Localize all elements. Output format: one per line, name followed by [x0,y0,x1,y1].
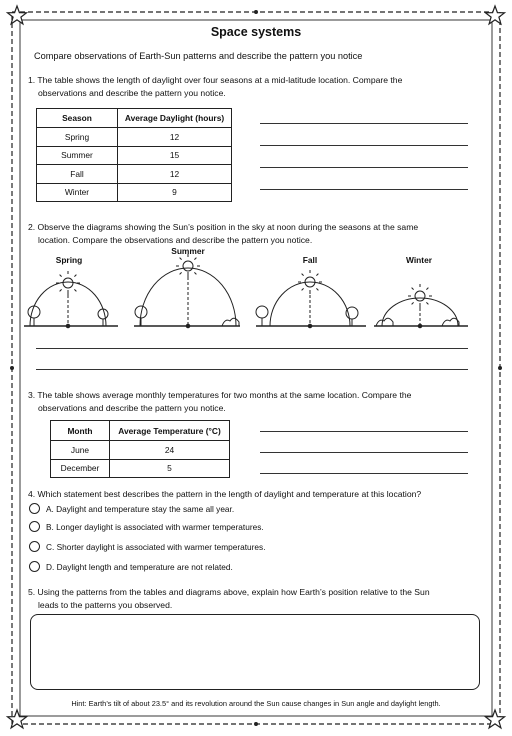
hint-text: Hint: Earth’s tilt of about 23.5° and its revolution around the Sun cause changes in Sun angle and daylight length. [71,699,441,708]
tree-icon [256,306,268,326]
option-label: A. Daylight and temperature stay the same all year. [46,503,235,514]
answer-line[interactable] [260,431,468,432]
answer-line[interactable] [36,348,468,349]
table-header: Average Daylight (hours) [118,109,232,128]
answer-line[interactable] [36,369,468,370]
table-header: Average Temperature (°C) [110,421,230,441]
table-row [51,459,230,478]
table-row [51,441,230,460]
table-cell: December [51,459,110,478]
radio-circle-icon[interactable] [29,521,40,532]
option-c[interactable] [29,541,266,552]
season-label-spring: Spring [55,255,83,265]
question-2-line-2: location. Compare the observations and describe the pattern you notice. [38,235,313,245]
page-subtitle: Compare observations of Earth-Sun patterns and describe the pattern you notice [34,51,363,61]
season-label-fall: Fall [302,255,318,265]
option-a[interactable] [29,503,234,514]
bush-icon [376,318,393,326]
fall-diagram [256,270,366,328]
page-title: Space systems [210,25,302,39]
season-label-winter: Winter [406,255,432,265]
table-cell: June [51,441,110,460]
radio-circle-icon[interactable] [29,561,40,572]
table-cell: Fall [37,165,118,184]
radio-circle-icon[interactable] [29,541,40,552]
bush-icon [442,318,459,326]
table-cell: 12 [118,128,232,147]
question-5-text [28,586,430,612]
option-label: C. Shorter daylight is associated with warmer temperatures. [46,541,266,552]
table-cell: 15 [118,146,232,165]
tree-icon [98,309,108,326]
temperature-table [50,420,230,478]
table-header: Season [37,109,118,128]
option-b[interactable] [29,521,264,532]
option-label: D. Daylight length and temperature are not related. [46,561,233,572]
answer-box[interactable] [30,614,480,690]
option-d[interactable] [29,561,233,572]
table-cell: Spring [37,128,118,147]
question-5-line-2: leads to the patterns you observed. [38,600,173,610]
question-3-text [28,389,411,415]
question-2-line-1: 2. Observe the diagrams showing the Sun’s position in the sky at noon during the seasons at the same [28,222,419,232]
table-cell: 9 [118,183,232,202]
spring-diagram [24,271,118,328]
question-4-text: 4. Which statement best describes the pattern in the length of daylight and temperature at this location? [28,489,422,499]
radio-circle-icon[interactable] [29,503,40,514]
question-1-line-1: 1. The table shows the length of daylight over four seasons at a mid-latitude location. Compare the [28,75,403,85]
table-cell: Summer [37,146,118,165]
table-cell: Winter [37,183,118,202]
answer-line[interactable] [260,473,468,474]
question-1-line-2: observations and describe the pattern you notice. [38,88,226,98]
answer-line[interactable] [260,452,468,453]
table-header: Month [51,421,110,441]
season-label-summer: Summer [171,246,205,256]
option-label: B. Longer daylight is associated with warmer temperatures. [46,521,264,532]
question-3-line-2: observations and describe the pattern you notice. [38,403,226,413]
question-5-line-1: 5. Using the patterns from the tables and diagrams above, explain how Earth’s position relative to the Sun [28,587,430,597]
summer-diagram [134,254,240,328]
table-cell: 5 [110,459,230,478]
winter-diagram [374,284,468,328]
table-cell: 12 [118,165,232,184]
question-3-line-1: 3. The table shows average monthly temperatures for two months at the same location. Compare the [28,390,412,400]
table-cell: 24 [110,441,230,460]
